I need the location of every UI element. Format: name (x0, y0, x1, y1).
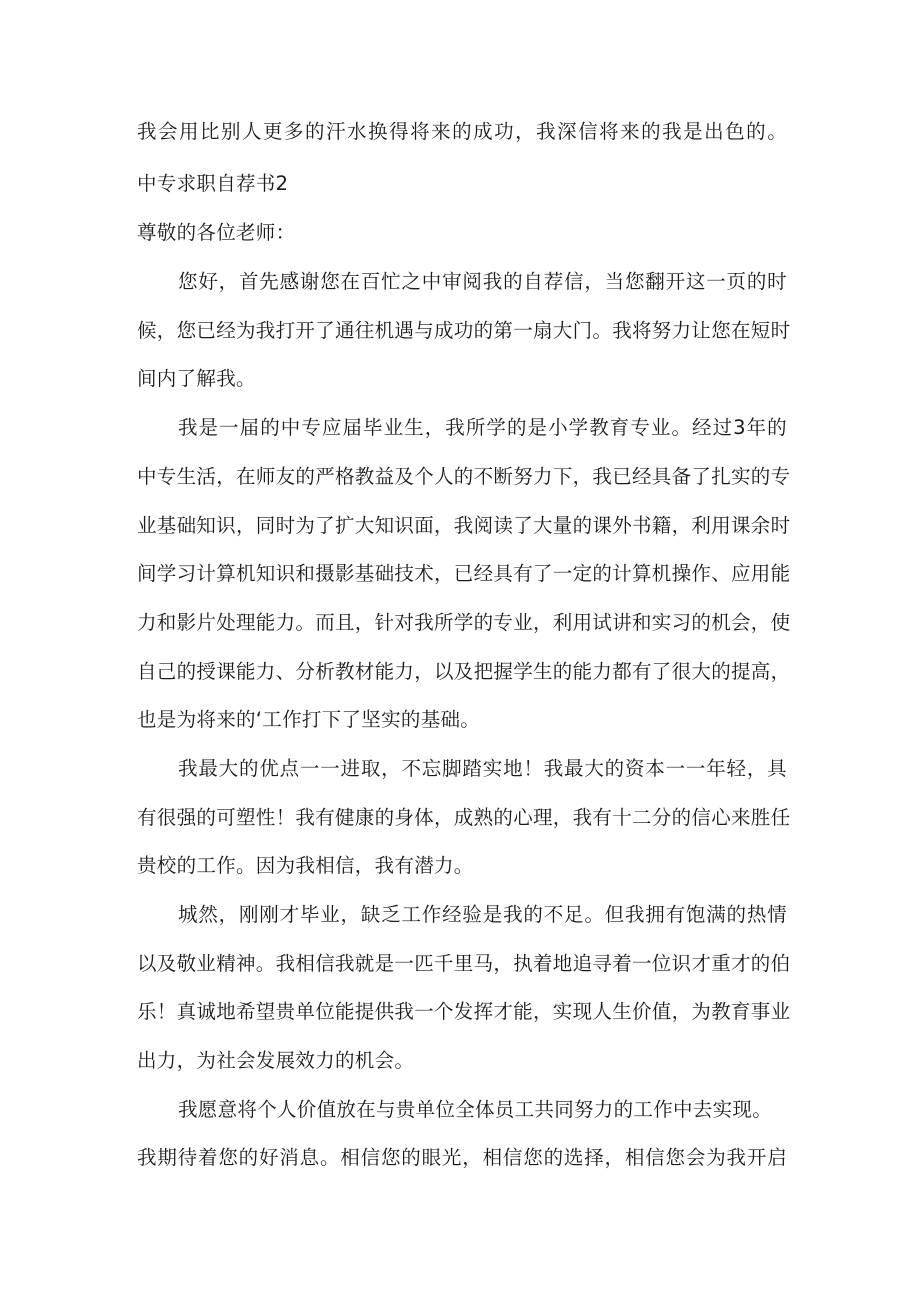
text-line-8: 中专生活，在师友的严格教益及个人的不断努力下，我已经具备了扎实的专 (137, 465, 791, 488)
text-line-10: 间学习计算机知识和摄影基础技术，已经具有了一定的计算机操作、应用能 (137, 562, 791, 585)
text-line-7: 我是一届的中专应届毕业生，我所学的是小学教育专业。经过3年的 (178, 416, 787, 439)
text-line-5: 候，您已经为我打开了通往机遇与成功的第一扇大门。我将努力让您在短时 (137, 319, 791, 342)
text-line-4: 您好，首先感谢您在百忙之中审阅我的自荐信，当您翻开这一页的时 (178, 270, 787, 293)
text-line-6: 间内了解我。 (137, 367, 256, 390)
text-line-13: 也是为将来的‘工作打下了坚实的基础。 (137, 708, 481, 731)
text-line-22: 我期待着您的好消息。相信您的眼光，相信您的选择，相信您会为我开启 (137, 1146, 787, 1169)
text-line-1: 我会用比别人更多的汗水换得将来的成功，我深信将来的我是出色的。 (137, 120, 787, 143)
text-line-15: 有很强的可塑性！我有健康的身体，成熟的心理，我有十二分的信心来胜任 (137, 806, 791, 829)
salutation: 尊敬的各位老师： (137, 221, 296, 244)
section-title: 中专求职自荐书2 (137, 172, 289, 195)
text-line-14: 我最大的优点一一进取，不忘脚踏实地！我最大的资本一一年轻，具 (178, 757, 787, 780)
text-line-16: 贵校的工作。因为我相信，我有潜力。 (137, 854, 474, 877)
text-line-12: 自己的授课能力、分析教材能力，以及把握学生的能力都有了很大的提高， (137, 660, 791, 683)
text-line-19: 乐！真诚地希望贵单位能提供我一个发挥才能，实现人生价值，为教育事业 (137, 1000, 791, 1023)
text-line-9: 业基础知识，同时为了扩大知识面，我阅读了大量的课外书籍，利用课余时 (137, 514, 791, 537)
text-line-17: 城然，刚刚才毕业，缺乏工作经验是我的不足。但我拥有饱满的热情 (178, 903, 787, 926)
text-line-11: 力和影片处理能力。而且，针对我所学的专业，利用试讲和实习的机会，使 (137, 611, 791, 634)
text-line-21: 我愿意将个人价值放在与贵单位全体员工共同努力的工作中去实现。 (178, 1098, 773, 1121)
text-line-20: 出力，为社会发展效力的机会。 (137, 1049, 415, 1072)
text-line-18: 以及敬业精神。我相信我就是一匹千里马，执着地追寻着一位识才重才的伯 (137, 952, 791, 975)
